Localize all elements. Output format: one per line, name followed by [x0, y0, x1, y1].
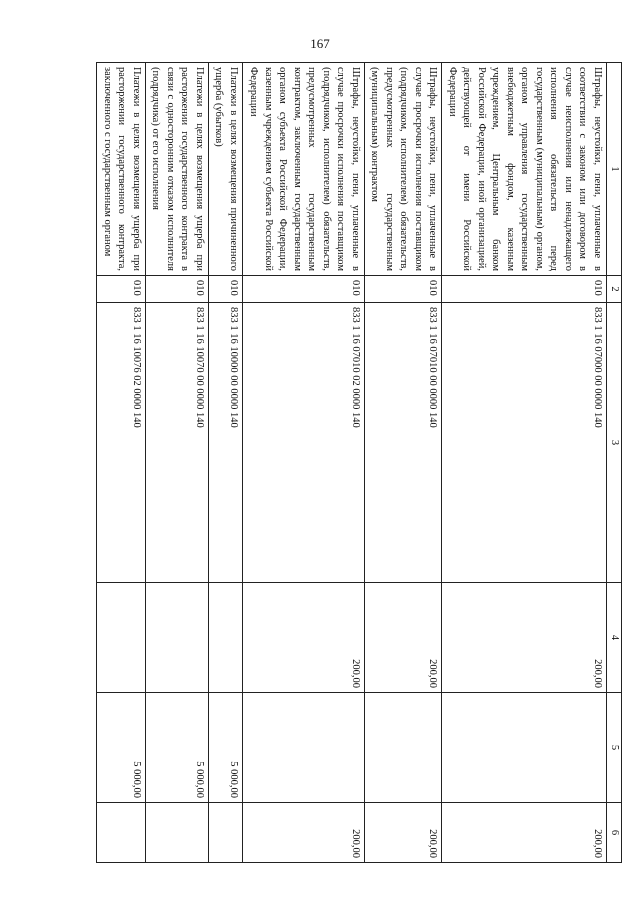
row-value-col5: [242, 693, 364, 803]
row-budget-code: 833 1 16 10000 00 0000 140: [208, 303, 242, 583]
row-description: Штрафы, неустойки, пени, уплаченные в соответствии с законом или договором в случае неисполнения или ненадлежащего исполнения обязательств перед государственным (муниципальным) органом, органом управления государственным внебюджетным фондом, казенным учреждением, Центральным банком Российской Федерации, иной организацией, действующей от имени Российской Федерации: [442, 63, 606, 276]
row-line-code: 010: [145, 276, 208, 303]
row-value-col5: 5 000,00: [96, 693, 145, 803]
table-row: [208, 63, 242, 863]
row-budget-code: 833 1 16 07000 00 0000 140: [442, 303, 606, 583]
column-header: 5: [606, 693, 621, 803]
column-header: 4: [606, 583, 621, 693]
table-row: [96, 63, 145, 863]
row-value-col6: [208, 803, 242, 863]
row-value-col4: 200,00: [442, 583, 606, 693]
row-value-col4: [96, 583, 145, 693]
row-description: Штрафы, неустойки, пени, уплаченные в случае просрочки исполнения поставщиком (подрядчиком, исполнителем) обязательств, предусмотренных государственным контрактом, заключенным государственным органом субъекта Российской Федерации, казенным учреждением субъекта Российской Федерации: [242, 63, 364, 276]
row-budget-code: 833 1 16 10076 02 0000 140: [96, 303, 145, 583]
row-value-col6: [96, 803, 145, 863]
column-header: 3: [606, 303, 621, 583]
row-line-code: 010: [364, 276, 441, 303]
row-value-col5: 5 000,00: [208, 693, 242, 803]
row-value-col6: 200,00: [364, 803, 441, 863]
row-line-code: 010: [96, 276, 145, 303]
table-container: [101, 62, 622, 862]
row-value-col4: [208, 583, 242, 693]
row-description: Платежи в целях возмещения ущерба при расторжении государственного контракта, заключенного с государственным органом: [96, 63, 145, 276]
row-description: Платежи в целях возмещения ущерба при расторжении государственного контракта в связи с односторонним отказом исполнителя (подрядчика) от его исполнения: [145, 63, 208, 276]
row-budget-code: 833 1 16 07010 00 0000 140: [364, 303, 441, 583]
header-row: [606, 63, 621, 863]
row-value-col4: [145, 583, 208, 693]
row-value-col4: 200,00: [364, 583, 441, 693]
row-value-col6: [145, 803, 208, 863]
row-value-col6: 200,00: [242, 803, 364, 863]
column-header: 2: [606, 276, 621, 303]
row-value-col4: 200,00: [242, 583, 364, 693]
row-line-code: 010: [442, 276, 606, 303]
table-row: [442, 63, 606, 863]
table-row: [364, 63, 441, 863]
rotated-table-frame: [101, 62, 622, 862]
row-description: Штрафы, неустойки, пени, уплаченные в случае просрочки исполнения поставщиком (подрядчиком, исполнителем) обязательств, предусмотренных государственным (муниципальным) контрактом: [364, 63, 441, 276]
row-value-col5: 5 000,00: [145, 693, 208, 803]
row-value-col5: [364, 693, 441, 803]
column-header: 6: [606, 803, 621, 863]
column-header: 1: [606, 63, 621, 276]
row-description: Платежи в целях возмещения причиненного ущерба (убытков): [208, 63, 242, 276]
row-value-col6: 200,00: [442, 803, 606, 863]
row-value-col5: [442, 693, 606, 803]
table-row: [242, 63, 364, 863]
row-line-code: 010: [208, 276, 242, 303]
row-budget-code: 833 1 16 07010 02 0000 140: [242, 303, 364, 583]
row-budget-code: 833 1 16 10070 00 0000 140: [145, 303, 208, 583]
row-line-code: 010: [242, 276, 364, 303]
revenue-table: [96, 62, 622, 863]
table-row: [145, 63, 208, 863]
page-number: 167: [310, 36, 330, 51]
